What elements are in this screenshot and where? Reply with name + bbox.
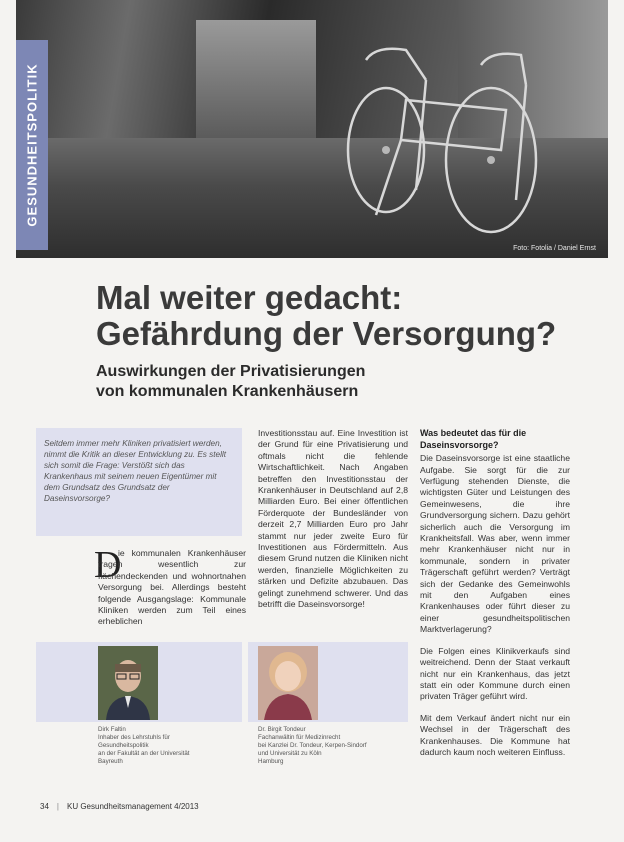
headline [96,280,596,352]
subhead-line1: Was bedeutet das für die [420,428,527,438]
page-footer [40,802,199,811]
publication-name: KU Gesundheitsmanagement 4/2013 [66,802,199,811]
paragraph-3: Mit dem Verkauf ändert nicht nur ein Wechsel in der Trägerschaft des Krankenhauses. Die Kommune hat dadurch kaum noch weiteren Einfluss. [420,712,570,757]
subheadline-line2: von kommunalen Krankenhäusern [96,383,359,400]
caption-2-line3: bei Kanzlei Dr. Tondeur, Kerpen-Sindorf [258,742,367,749]
body-column-right [420,428,570,768]
subhead-line2: Daseinsvorsorge? [420,439,499,450]
author-portrait-1 [98,646,158,720]
page-number: 34 [40,802,49,811]
section-tab [16,40,48,250]
portrait-2-figure [258,646,318,720]
caption-2-line4: und Universität zu Köln [258,750,322,757]
wheelchair-illustration [306,40,566,240]
paragraph-2: Die Folgen eines Klinikverkaufs sind weitreichend. Denn der Staat verkauft nicht nur ein Krankenhaus, das jetzt statt ein oder Kommune durch einen privaten Träger geführt wird. [420,645,570,702]
headline-line1: Mal weiter gedacht: [96,279,403,316]
caption-1-line4: an der Fakultät an der Universität [98,750,190,757]
dropcap: D [94,544,122,586]
subheadline-line1: Auswirkungen der Privatisierungen [96,363,366,380]
caption-2-name: Dr. Birgit Tondeur [258,726,306,733]
subheadline [96,362,516,402]
caption-1-line3: Gesundheitspolitik [98,742,149,749]
caption-author-2 [258,726,408,766]
photo-credit: Foto: Fotolia / Daniel Ernst [513,245,596,252]
author-portrait-2 [258,646,318,720]
body-column-left [98,548,246,628]
section-tab-label: GESUNDHEITSPOLITIK [24,63,40,227]
intro-box [36,428,242,536]
headline-line2: Gefährdung der Versorgung? [96,315,557,352]
paragraph-1: Die Daseinsvorsorge ist eine staatliche Aufgabe. Sie sorgt für die zur Verfügung stehenden Dienste, die wichtigsten Güter und Leistungen des Gemeinwesens, die ihre Grundversorgung sichern. Dazu gehört sicherlich auch die Versorgung im Krankheitsfall. Was aber, wenn immer mehr Krankenhäuser nicht nur in kommunale, sondern in privater Trägerschaft geführt werden? Verträgt sich der Gedanke des Gemeinwohls mit den Aufgaben eines Krankenhauses oder führt dieser zu einer gesundheitspolitischen Marktverlagerung? [420,453,570,635]
caption-1-line5: Bayreuth [98,758,123,765]
caption-2-line2: Fachanwältin für Medizinrecht [258,734,341,741]
portrait-1-figure [98,646,158,720]
section-subhead [420,428,570,451]
caption-2-line5: Hamburg [258,758,284,765]
body-middle-text: Investitionsstau auf. Eine Investition ist der Grund für eine Privatisierung und oftmals nicht die fehlende Wirtschaftlichkeit. Nach Angaben betreffen den Investitionsstau der Krankenhäuser in Deutschland auf 2,8 Milliarden Euro. Bei einer öffentlichen Förderquote der Bundesländer von derzeit 2,7 Milliarden Euro pro Jahr stammt nur jeder zweite Euro für Investitionen aus Fördermitteln. Aus diesem Grund nutzen die Kliniken nicht werden, finanzielle Möglichkeiten zu stärken und Defizite abzubauen. Das gelingt zunehmend schwerer. Und das betrifft die Daseinsvorsorge! [258,428,408,610]
hero-doorway [196,20,316,140]
intro-text: Seitdem immer mehr Kliniken privatisiert werden, nimmt die Kritik an dieser Entwicklung zu. Es stellt sich somit die Frage: Verstößt sich das Krankenhaus mit seinem neuen Eigentümer mit dem Grundsatz des Grundsatz der Daseinsvorsorge? [44,439,227,503]
caption-author-1 [98,726,248,766]
body-left-text: ie kommunalen Krankenhäuser tragen wesentlich zur flächendeckenden und wohnortnahen Versorgung bei. Allerdings besteht folgende Ausgangslage: Kommunale Kliniken werden zum Teil eines erheblichen [98,548,246,627]
hero-photo [16,0,608,258]
caption-1-line2: Inhaber des Lehrstuhls für [98,734,170,741]
body-column-middle [258,428,408,611]
footer-separator: | [56,802,59,811]
caption-1-name: Dirk Faltin [98,726,126,733]
